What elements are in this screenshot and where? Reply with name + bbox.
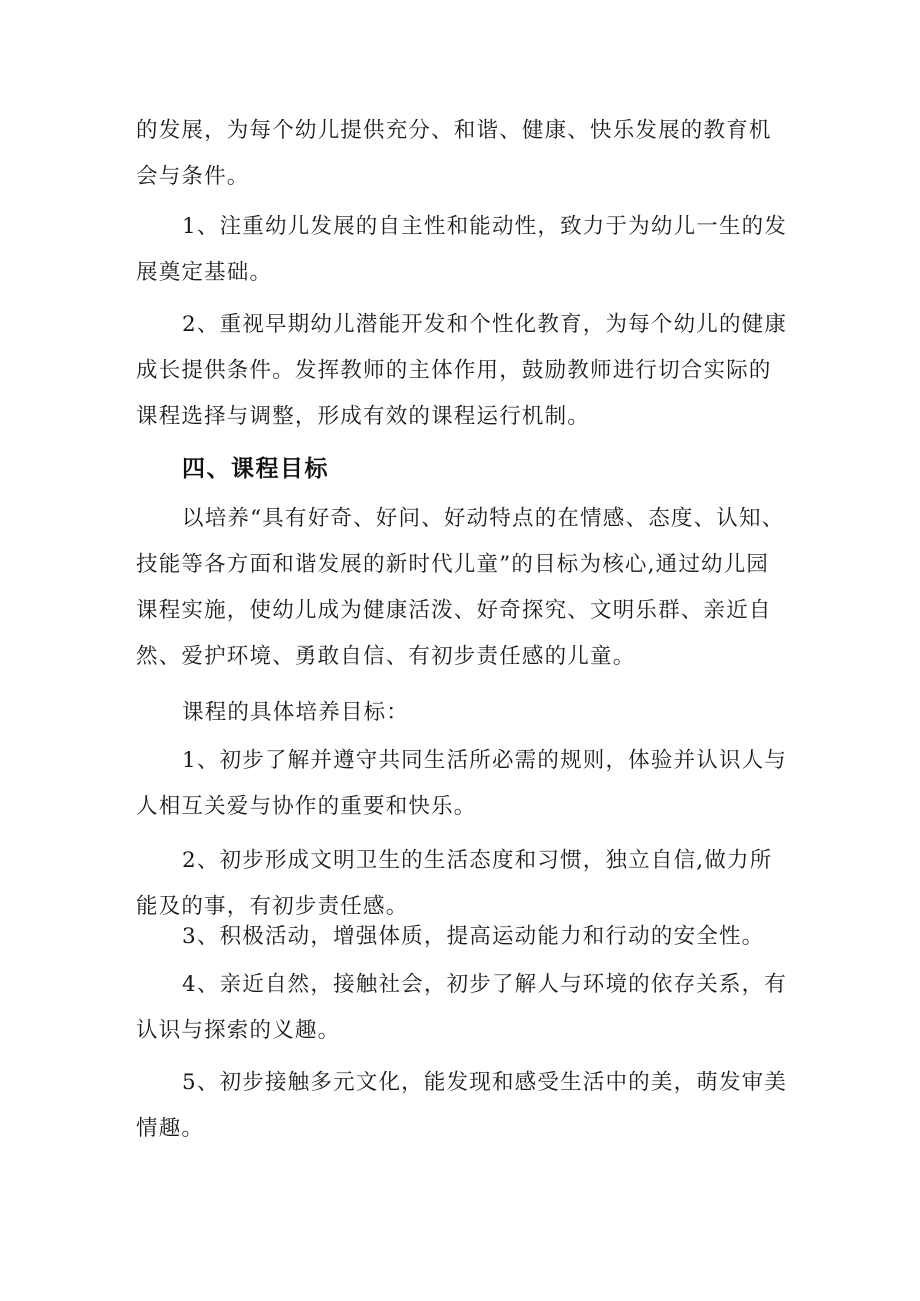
- item-1-line-1: 1、注重幼儿发展的自主性和能动性，致力于为幼儿一生的发: [182, 214, 788, 239]
- goal-4-line-2: 认识与探索的义趣。: [136, 1018, 341, 1043]
- goal-5-line-2: 情趣。: [136, 1116, 205, 1141]
- item-2-line-2: 成长提供条件。发挥教师的主体作用，鼓励教师进行切合实际的: [136, 358, 772, 383]
- goal-1-paragraph: [136, 738, 796, 830]
- goal-paragraph: [136, 496, 796, 680]
- item-1-line-2: 展奠定基础。: [136, 260, 273, 285]
- intro-line-1: 的发展，为每个幼儿提供充分、和谐、健康、快乐发展的教育机: [136, 118, 772, 143]
- goal-5-paragraph: [136, 1060, 796, 1152]
- goal-2-line-2: 能及的事，有初步责任感。: [136, 894, 409, 919]
- specific-goals-line: 课程的具体培养目标：: [182, 700, 410, 725]
- goal-line-1: 以培养“具有好奇、好问、好动特点的在情感、态度、认知、: [182, 506, 785, 531]
- item-1-paragraph: [136, 204, 796, 296]
- item-2-paragraph: [136, 302, 796, 440]
- goal-3-line-1: 3、积极活动，增强体质，提高运动能力和行动的安全性。: [182, 924, 765, 949]
- goal-4-paragraph: [136, 962, 796, 1054]
- goal-1-line-2: 人相互关爱与协作的重要和快乐。: [136, 794, 477, 819]
- intro-line-2: 会与条件。: [136, 164, 250, 189]
- goal-line-4: 然、爱护环境、勇敢自信、有初步责任感的儿童。: [136, 644, 636, 669]
- goal-line-2: 技能等各方面和谐发展的新时代儿童”的目标为核心,通过幼儿园: [136, 552, 770, 577]
- goal-5-line-1: 5、初步接触多元文化，能发现和感受生活中的美，萌发审美: [182, 1070, 788, 1095]
- intro-paragraph: [136, 108, 796, 200]
- section-heading-course-goals: 四、课程目标: [182, 456, 329, 482]
- item-2-line-1: 2、重视早期幼儿潜能开发和个性化教育，为每个幼儿的健康: [182, 312, 788, 337]
- goal-3-paragraph: [136, 914, 796, 960]
- goal-line-3: 课程实施，使幼儿成为健康活泼、好奇探究、文明乐群、亲近自: [136, 598, 772, 623]
- specific-goals-intro: [136, 690, 796, 736]
- item-2-line-3: 课程选择与调整，形成有效的课程运行机制。: [136, 404, 591, 429]
- goal-1-line-1: 1、初步了解并遵守共同生活所必需的规则，体验并认识人与: [182, 748, 788, 773]
- goal-4-line-1: 4、亲近自然，接触社会，初步了解人与环境的依存关系，有: [182, 972, 788, 997]
- goal-2-line-1: 2、初步形成文明卫生的生活态度和习惯，独立自信,做力所: [182, 848, 773, 873]
